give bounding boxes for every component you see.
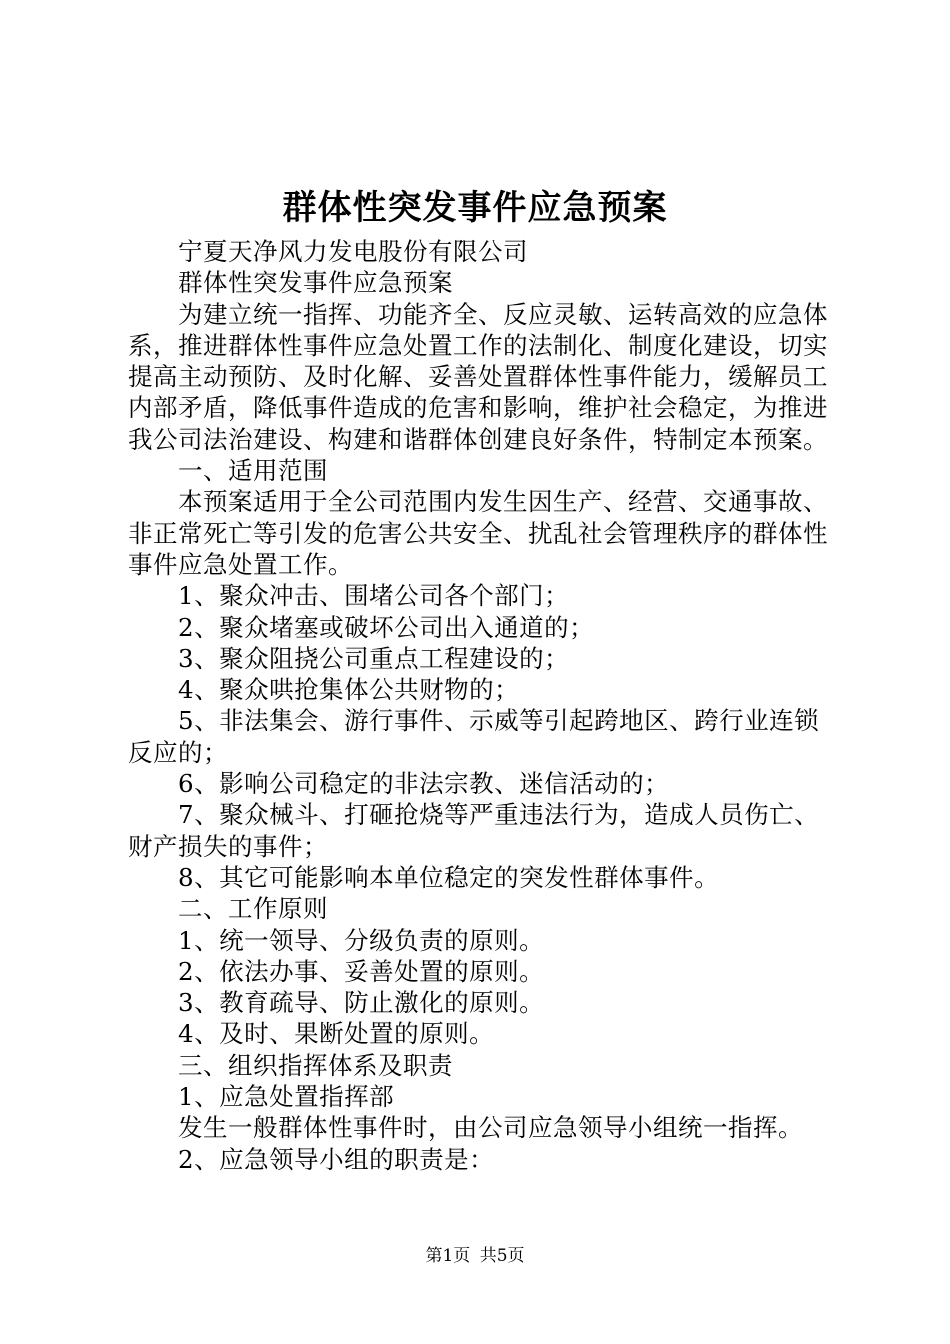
list-item: 3、教育疏导、防止激化的原则。 [178,988,545,1018]
page-footer [0,1244,950,1268]
list-item: 3、聚众阻挠公司重点工程建设的； [178,643,570,673]
paragraph-company: 宁夏天净风力发电股份有限公司 [178,237,528,266]
section-heading-principles: 二、工作原则 [178,894,328,924]
paragraph-scope: 本预案适用于全公司范围内发生因生产、经营、交通事故、非正常死亡等引发的危害公共安全、扰乱社会管理秩序的群体性事件应急处置工作。 [128,487,828,579]
list-item: 6、影响公司稳定的非法宗教、迷信活动的； [178,769,670,799]
list-item: 5、非法集会、游行事件、示威等引起跨地区、跨行业连锁反应的； [128,706,820,767]
list-item: 2、应急领导小组的职责是： [178,1144,495,1174]
document-body [128,236,840,1175]
document-title: 群体性突发事件应急预案 [282,188,668,228]
list-item: 1、应急处置指挥部 [178,1082,395,1112]
paragraph-command: 发生一般群体性事件时，由公司应急领导小组统一指挥。 [178,1113,803,1143]
list-item: 2、依法办事、妥善处置的原则。 [178,956,545,986]
list-item: 7、聚众械斗、打砸抢烧等严重违法行为，造成人员伤亡、财产损失的事件； [128,800,820,861]
list-item: 2、聚众堵塞或破坏公司出入通道的； [178,612,595,642]
page-total: 共5页 [479,1246,525,1266]
list-item: 4、及时、果断处置的原则。 [178,1019,495,1049]
paragraph-intro: 为建立统一指挥、功能齐全、反应灵敏、运转高效的应急体系，推进群体性事件应急处置工作的法制化、制度化建设，切实提高主动预防、及时化解、妥善处置群体性事件能力，缓解员工内部矛盾，降低事件造成的危害和影响，维护社会稳定，为推进我公司法治建设、构建和谐群体创建良好条件，特制定本预案。 [128,299,828,454]
paragraph-subtitle: 群体性突发事件应急预案 [178,268,453,298]
list-item: 8、其它可能影响本单位稳定的突发性群体事件。 [178,862,720,892]
section-heading-scope: 一、适用范围 [178,456,328,486]
list-item: 1、聚众冲击、围堵公司各个部门； [178,581,570,611]
page-number: 第1页 [425,1246,471,1266]
list-item: 4、聚众哄抢集体公共财物的； [178,675,520,705]
section-heading-organization: 三、组织指挥体系及职责 [178,1050,453,1080]
list-item: 1、统一领导、分级负责的原则。 [178,925,545,955]
